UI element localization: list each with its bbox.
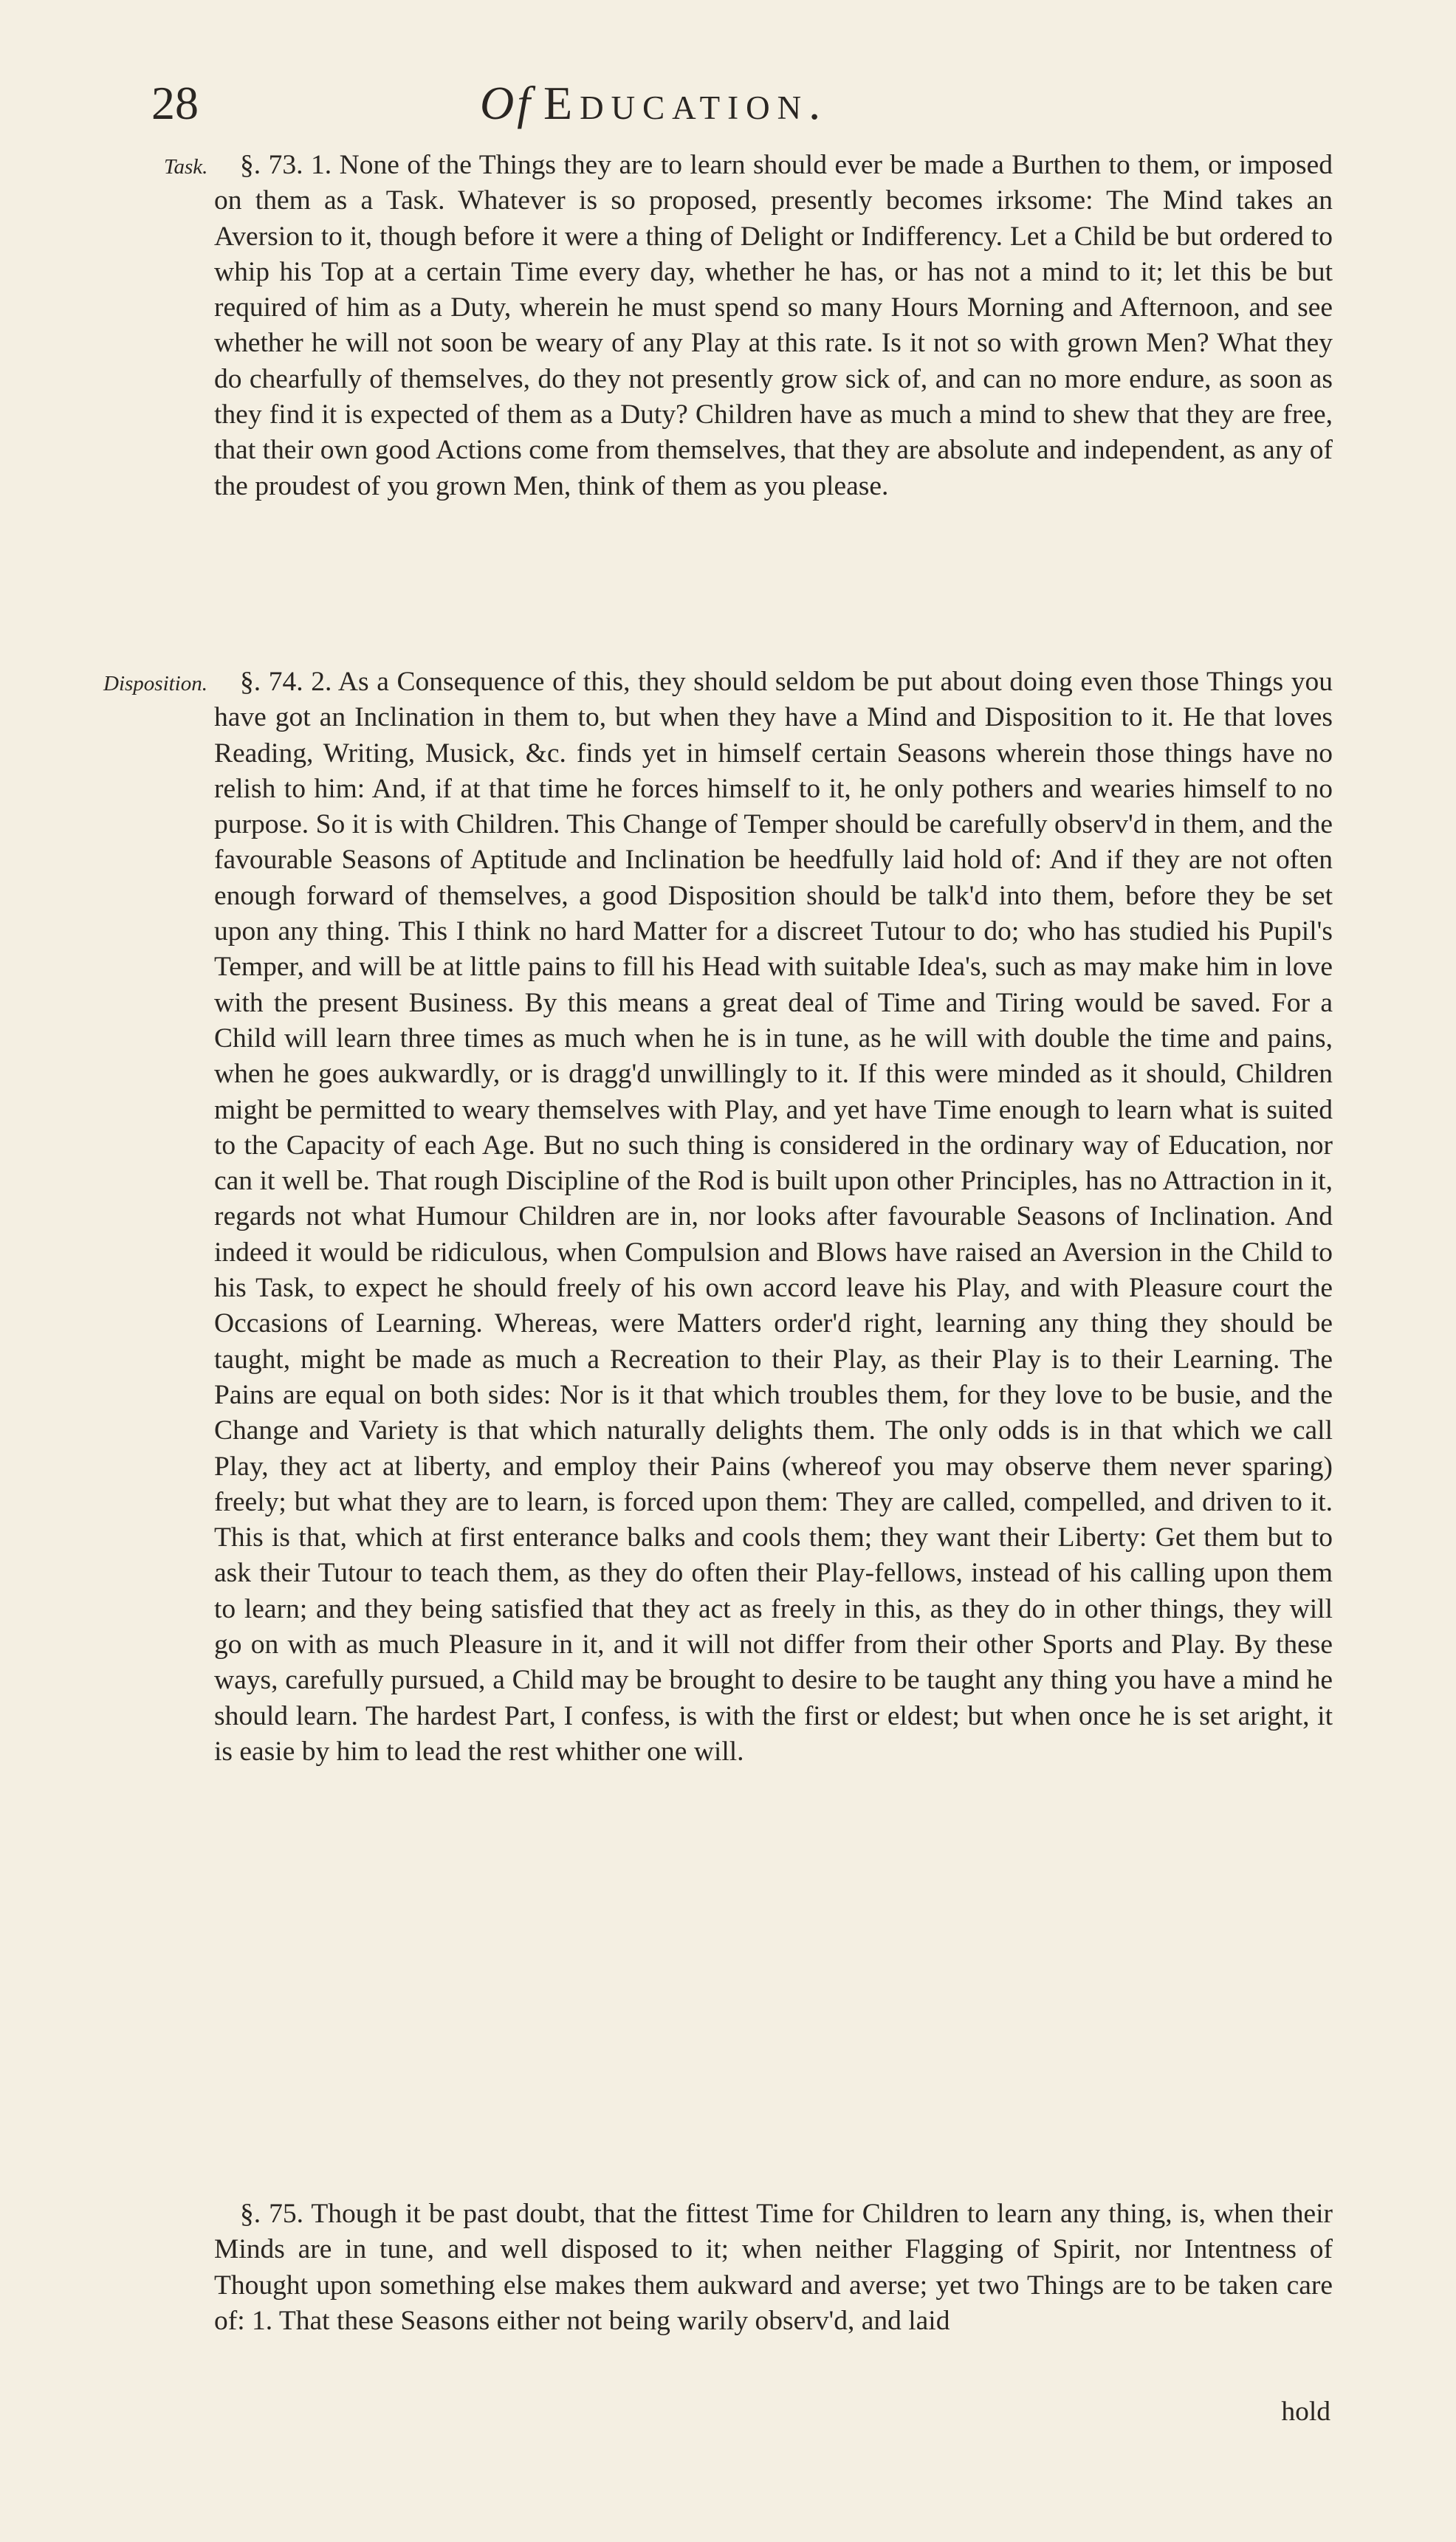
running-head bbox=[480, 77, 828, 129]
page-number: 28 bbox=[151, 77, 199, 129]
catchword: hold bbox=[1281, 2397, 1330, 2427]
running-head-prefix: Of bbox=[480, 77, 533, 129]
margin-note-disposition: Disposition. bbox=[103, 672, 207, 695]
paragraph-75: §. 75. Though it be past doubt, that the fittest Time for Children to learn any thing, is, when their Minds are in tune, and well disposed to it; when neither Flagging of Spirit, nor Intentness of Thought upon something else makes them aukward and averse; yet two Things are to be taken care of: 1. That these Seasons either not being warily observ'd, and laid bbox=[214, 2199, 1333, 2336]
paragraph-74: §. 74. 2. As a Consequence of this, they should seldom be put about doing even those Things you have got an Inclination in them to, but when they have a Mind and Disposition to it. He that loves Reading, Writing, Musick, &c. finds yet in himself certain Seasons wherein those things have no relish to him: And, if at that time he forces himself to it, he only pothers and wearies himself to no purpose. So it is with Children. This Change of Temper should be carefully observ'd in them, and the favourable Seasons of Aptitude and Inclination be heedfully laid hold of: And if they are not often enough forward of themselves, a good Disposition should be talk'd into them, before they be set upon any thing. This I think no hard Matter for a discreet Tutour to do; who has studied his Pupil's Temper, and will be at little pains to fill his Head with suitable Idea's, such as may make him in love with the present Business. By this means a great deal of Time and Tiring would be saved. For a Child will learn three times as much when he is in tune, as he will with double the time and pains, when he goes aukwardly, or is dragg'd unwillingly to it. If this were minded as it should, Children might be permitted to weary themselves with Play, and yet have Time enough to learn what is suited to the Capacity of each Age. But no such thing is considered in the ordinary way of Education, nor can it well be. That rough Discipline of the Rod is built upon other Principles, has no Attraction in it, regards not what Humour Children are in, nor looks after favourable Seasons of Inclination. And indeed it would be ridiculous, when Compulsion and Blows have raised an Aversion in the Child to his Task, to expect he should freely of his own accord leave his Play, and with Pleasure court the Occasions of Learning. Whereas, were Matters order'd right, learning any thing they should be taught, might be made as much a Recreation to their Play, as their Play is to their Learning. The Pains are equal on both sides: Nor is it that which troubles them, for they love to be busie, and the Change and Variety is that which naturally delights them. The only odds is in that which we call Play, they act at liberty, and employ their Pains (whereof you may observe them never sparing) freely; but what they are to learn, is forced upon them: They are called, compelled, and driven to it. This is that, which at first enterance balks and cools them; they want their Liberty: Get them but to ask their Tutour to teach them, as they do often their Play-fellows, instead of his calling upon them to learn; and they being satisfied that they act as freely in this, as they do in other things, they will go on with as much Pleasure in it, and it will not differ from their other Sports and Play. By these ways, carefully pursued, a Child may be brought to desire to be taught any thing you have a mind he should learn. The hardest Part, I confess, is with the first or eldest; but when once he is set aright, it is easie by him to lead the rest whither one will. bbox=[214, 667, 1333, 1767]
running-head-title: Education. bbox=[543, 77, 828, 129]
margin-note-task: Task. bbox=[164, 155, 208, 179]
paragraph-73: §. 73. 1. None of the Things they are to learn should ever be made a Burthen to them, or imposed on them as a Task. Whatever is so proposed, presently becomes irksome: The Mind takes an Aversion to it, though before it were a thing of Delight or Indifferency. Let a Child be but ordered to whip his Top at a certain Time every day, whether he has, or has not a mind to it; let this be but required of him as a Duty, wherein he must spend so many Hours Morning and Afternoon, and see whether he will not soon be weary of any Play at this rate. Is it not so with grown Men? What they do chearfully of themselves, do they not presently grow sick of, and can no more endure, as soon as they find it is expected of them as a Duty? Children have as much a mind to shew that they are free, that their own good Actions come from themselves, that they are absolute and independent, as any of the proudest of you grown Men, think of them as you please. bbox=[214, 150, 1333, 501]
